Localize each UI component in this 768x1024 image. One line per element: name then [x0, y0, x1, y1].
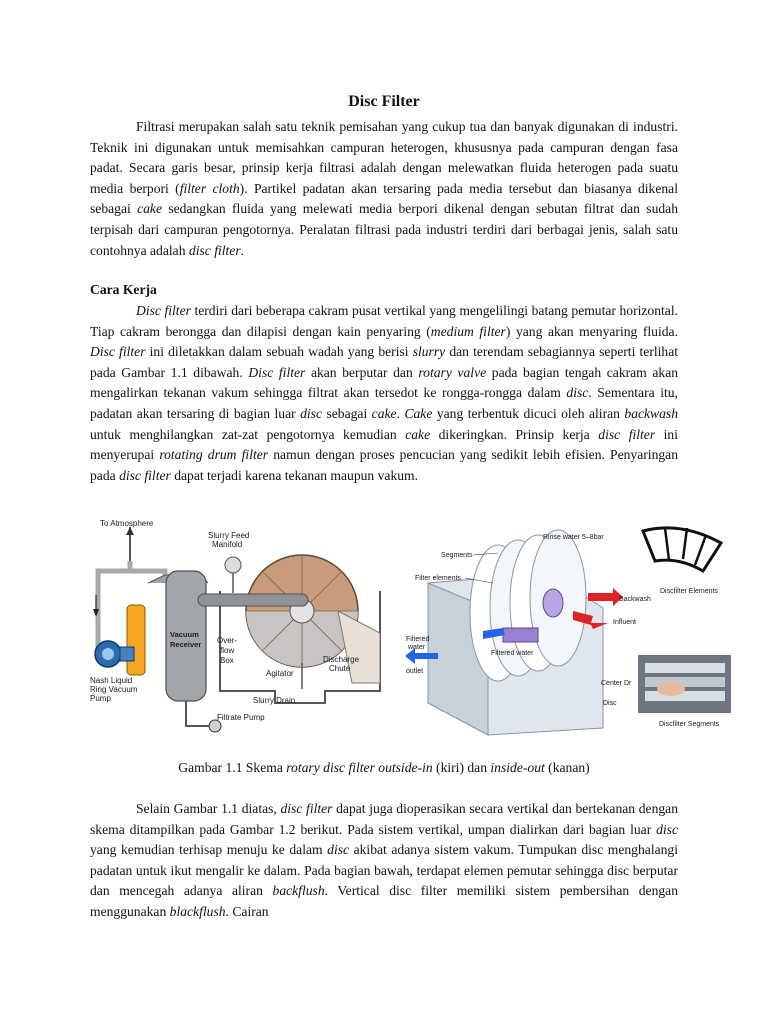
label-nash-pump: Nash Liquid — [90, 676, 133, 685]
term: Disc filter — [136, 303, 191, 318]
closing-paragraph — [90, 799, 678, 923]
text: dan terendam sebagiannya seperti terlihat pada Gambar 1.1 dibawah. — [90, 344, 679, 380]
label-discfilter-segments: Discfilter Segments — [659, 721, 720, 728]
label-nash-pump: Pump — [90, 694, 111, 703]
caption-text: (kanan) — [544, 760, 590, 775]
text: ) yang akan menyaring fluida. — [505, 323, 678, 339]
text: ini menyerupai — [90, 426, 679, 463]
caption-text: (kiri) dan — [432, 760, 491, 775]
term: Disc filter — [90, 344, 146, 360]
term: disc — [300, 405, 323, 421]
label-filter-elements: Filter elements — [415, 575, 461, 582]
text: namun dengan proses pencucian yang sedikit lebih efisien. Penyaringan pada — [90, 447, 678, 483]
pump-motor — [120, 647, 134, 661]
slurry-feed-manifold — [225, 557, 241, 573]
caption-term: inside-out — [490, 760, 545, 775]
cara-kerja-paragraph — [90, 301, 678, 486]
text: dapat juga dioperasikan secara vertikal dan bertekanan dengan skema ditampilkan pada Gambar 1.2 berikut. Pada sistem vertikal, umpan dialirkan dari bagian luar — [90, 801, 678, 837]
term: cake — [405, 426, 431, 442]
center-drum — [503, 628, 538, 642]
label-discharge-chute: Chute — [329, 664, 351, 673]
term: Cake — [404, 405, 433, 421]
page-title: Disc Filter — [348, 93, 420, 110]
term: blackflush — [169, 903, 226, 919]
term: disc — [566, 385, 589, 401]
term: disc — [327, 842, 350, 858]
term: disc — [656, 821, 678, 837]
label-filtered-outlet: outlet — [406, 668, 424, 675]
label-agitator: Agitator — [266, 669, 294, 678]
label-nash-pump: Ring Vacuum — [90, 685, 138, 694]
label-slurry-feed: Slurry Feed — [208, 531, 250, 540]
outside-in-disc-filter-diagram — [90, 513, 400, 741]
intro-text: . — [240, 242, 245, 258]
center-shaft — [198, 594, 308, 606]
section-heading: Cara Kerja — [90, 282, 157, 297]
segment-plate — [645, 677, 725, 687]
term: medium filter — [430, 323, 506, 339]
separator-tank — [127, 605, 145, 675]
text: . — [396, 405, 405, 421]
text: akan berputar dan — [305, 364, 419, 380]
hand-shape — [657, 682, 685, 696]
text: Selain Gambar 1.1 diatas, — [136, 801, 281, 816]
label-segments: Segments — [441, 552, 473, 559]
term: disc filter — [598, 426, 656, 442]
intro-text: sedangkan fluida yang melewati media berpori dikenal dengan sebutan filtrat dan sudah terpisah dari campuran pengotornya. Peralatan filtrasi pada industri terdiri dari berbagai jenis, salah satu contohnya adalah — [90, 201, 678, 258]
segment-plate — [645, 663, 725, 673]
caption-term: rotary disc filter outside-in — [286, 760, 433, 775]
text: dikeringkan. Prinsip kerja — [430, 426, 599, 442]
label-influent: Influent — [613, 619, 636, 626]
label-vacuum-receiver: Receiver — [170, 640, 202, 649]
text: sebagai — [322, 405, 372, 421]
text: . Sementara itu, padatan akan tersaring di bagian luar — [90, 385, 678, 421]
term: disc filter — [119, 467, 171, 483]
term: rotary valve — [418, 364, 487, 380]
text: terdiri dari beberapa cakram pusat vertikal yang mengelilingi batang pemutar horizontal. Tiap cakram berongga dan dilapisi dengan kain penyaring ( — [90, 303, 678, 339]
intro-term: disc filter — [188, 242, 241, 258]
label-disc: Disc — [603, 700, 617, 707]
text: yang kemudian terhisap menuju ke dalam — [90, 842, 328, 858]
term: disc filter — [280, 801, 333, 816]
intro-text: ). Partikel padatan akan tersaring pada media tersebut dan biasanya dikenal sebagai — [90, 180, 678, 217]
intro-term: filter cloth — [179, 180, 240, 196]
term: rotating drum filter — [159, 447, 269, 463]
figure-caption — [0, 760, 768, 776]
term: cake — [371, 405, 397, 421]
label-backwash: Backwash — [619, 596, 651, 603]
label-slurry-feed: Manifold — [212, 540, 243, 549]
label-slurry-drain: Slurry Drain — [253, 696, 296, 705]
label-to-atmosphere: To Atmosphere — [100, 519, 154, 528]
center-drum-end — [543, 589, 563, 617]
label-filtered-outlet: water — [408, 644, 426, 651]
text: dapat terjadi karena tekanan maupun vakum. — [170, 467, 419, 483]
label-discfilter-elements: Discfilter Elements — [660, 588, 718, 595]
term: slurry — [412, 344, 446, 360]
label-filtrate-pump: Filtrate Pump — [217, 713, 265, 722]
intro-text: Filtrasi merupakan salah satu teknik pemisahan yang cukup tua dan banyak digunakan di industri. Teknik ini digunakan untuk memisahkan campuran heterogen, khususnya pada campuran dengan fasa padat. Secara garis besar, prinsip kerja filtrasi adalah dengan melewatkan fluida heterogen pada suatu media berpori ( — [90, 119, 678, 196]
label-filtered-water: Filtered water — [491, 650, 534, 657]
label-overflow-box: Box — [220, 656, 234, 665]
label-filtered-outlet: Filtered — [406, 636, 430, 643]
label-discharge-chute: Discharge — [323, 655, 360, 664]
caption-text: Gambar 1.1 Skema — [178, 760, 287, 775]
term: backwash — [624, 405, 679, 421]
text: untuk menghilangkan zat-zat pengotornya kemudian — [90, 426, 406, 442]
pump-hub — [102, 648, 114, 660]
text: ini diletakkan dalam sebuah wadah yang berisi — [145, 344, 413, 360]
label-rinse-water: Rinse water 5–8bar — [543, 534, 604, 541]
label-vacuum-receiver: Vacuum — [170, 630, 199, 639]
inside-out-disc-filter-diagram — [403, 513, 733, 741]
label-center-drum: Center Dr — [601, 680, 632, 687]
intro-paragraph — [90, 117, 678, 261]
text: . Cairan — [225, 903, 269, 919]
label-overflow-box: Over- — [217, 636, 237, 645]
term: backflush — [272, 883, 325, 899]
text: . Vertical disc filter memiliki sistem pembersihan dengan menggunakan — [90, 883, 678, 919]
term: Disc filter — [248, 364, 306, 380]
intro-term: cake — [137, 201, 162, 217]
text: pada bagian tengah cakram akan mengalirkan tekanan vakum sehingga filtrat akan tersedot ke rongga-rongga dalam — [90, 364, 679, 401]
label-overflow-box: flow — [220, 646, 235, 655]
segment-plate — [645, 691, 725, 701]
text: yang terbentuk dicuci oleh aliran — [432, 405, 625, 421]
text: akibat adanya sistem vakum. Tumpukan disc menghalangi padatan untuk ikut mengalir ke dalam. Pada bagian bawah, terdapat elemen pemutar sehingga disc berputar dan mencegah adanya aliran — [90, 842, 678, 899]
